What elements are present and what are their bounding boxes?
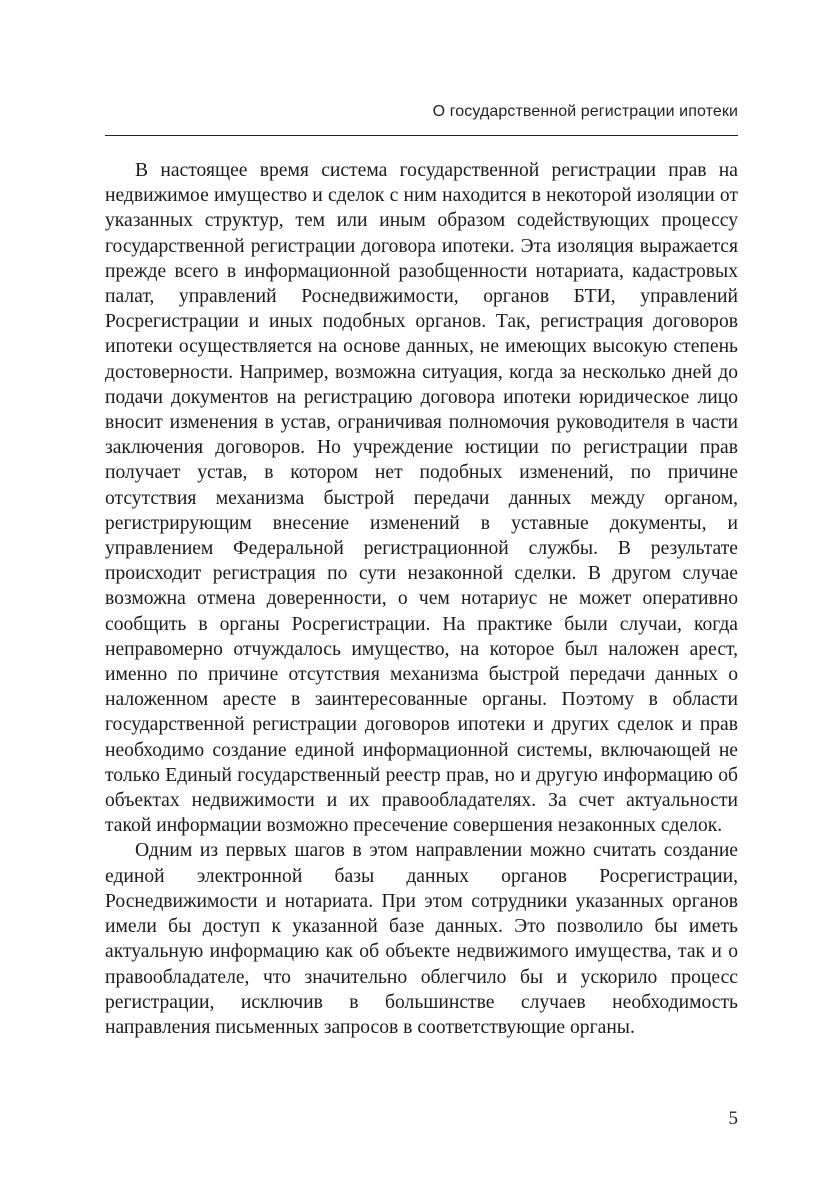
header-rule [105, 135, 738, 136]
running-header: О государственной регистрации ипотеки [432, 103, 738, 120]
page-number: 5 [728, 1108, 738, 1129]
paragraph-1: В настоящее время система государственной регистрации прав на недвижимое имущество и сделок с ним находится в некоторой изоляции от указанных структур, тем или иным образом содействующих процессу государственной регистрации договора ипотеки. Эта изоляция выражается прежде всего в информационной разобщенности нотариата, кадастровых палат, управлений Роснедвижимости, органов БТИ, управлений Росрегистрации и иных подобных органов. Так, регистрация договоров ипотеки осуществляется на основе данных, не имеющих высокую степень достоверности. Например, возможна ситуация, когда за несколько дней до подачи документов на регистрацию договора ипотеки юридическое лицо вносит изменения в устав, ограничивая полномочия руководителя в части заключения договоров. Но учреждение юстиции по регистрации прав получает устав, в котором нет подобных изменений, по причине отсутствия механизма быстрой передачи данных между органом, регистрирующим внесение изменений в уставные документы, и управлением Федеральной регистрационной службы. В результате происходит регистрация по сути незаконной сделки. В другом случае возможна отмена доверенности, о чем нотариус не может оперативно сообщить в органы Росрегистрации. На практике были случаи, когда неправомерно отчуждалось имущество, на которое был наложен арест, именно по причине отсутствия механизма быстрой передачи данных о наложенном аресте в заинтересованные органы. Поэтому в области государственной регистрации договоров ипотеки и других сделок и прав необходимо создание единой информационной системы, включающей не только Единый государственный реестр прав, но и другую информацию об объектах недвижимости и их правообладателях. За счет актуальности такой информации возможно пресечение совершения незаконных сделок. [105, 160, 738, 837]
body-text [105, 158, 738, 1040]
paragraph-2: Одним из первых шагов в этом направлении можно считать создание единой электронной базы данных органов Росрегистрации, Роснедвижимости и нотариата. При этом сотрудники указанных органов имели бы доступ к указанной базе данных. Это позволило бы иметь актуальную информацию как об объекте недвижимого имущества, так и о правообладателе, что значительно облегчило бы и ускорило процесс регистрации, исключив в большинстве случаев необходимость направления письменных запросов в соответствующие органы. [105, 840, 738, 1038]
